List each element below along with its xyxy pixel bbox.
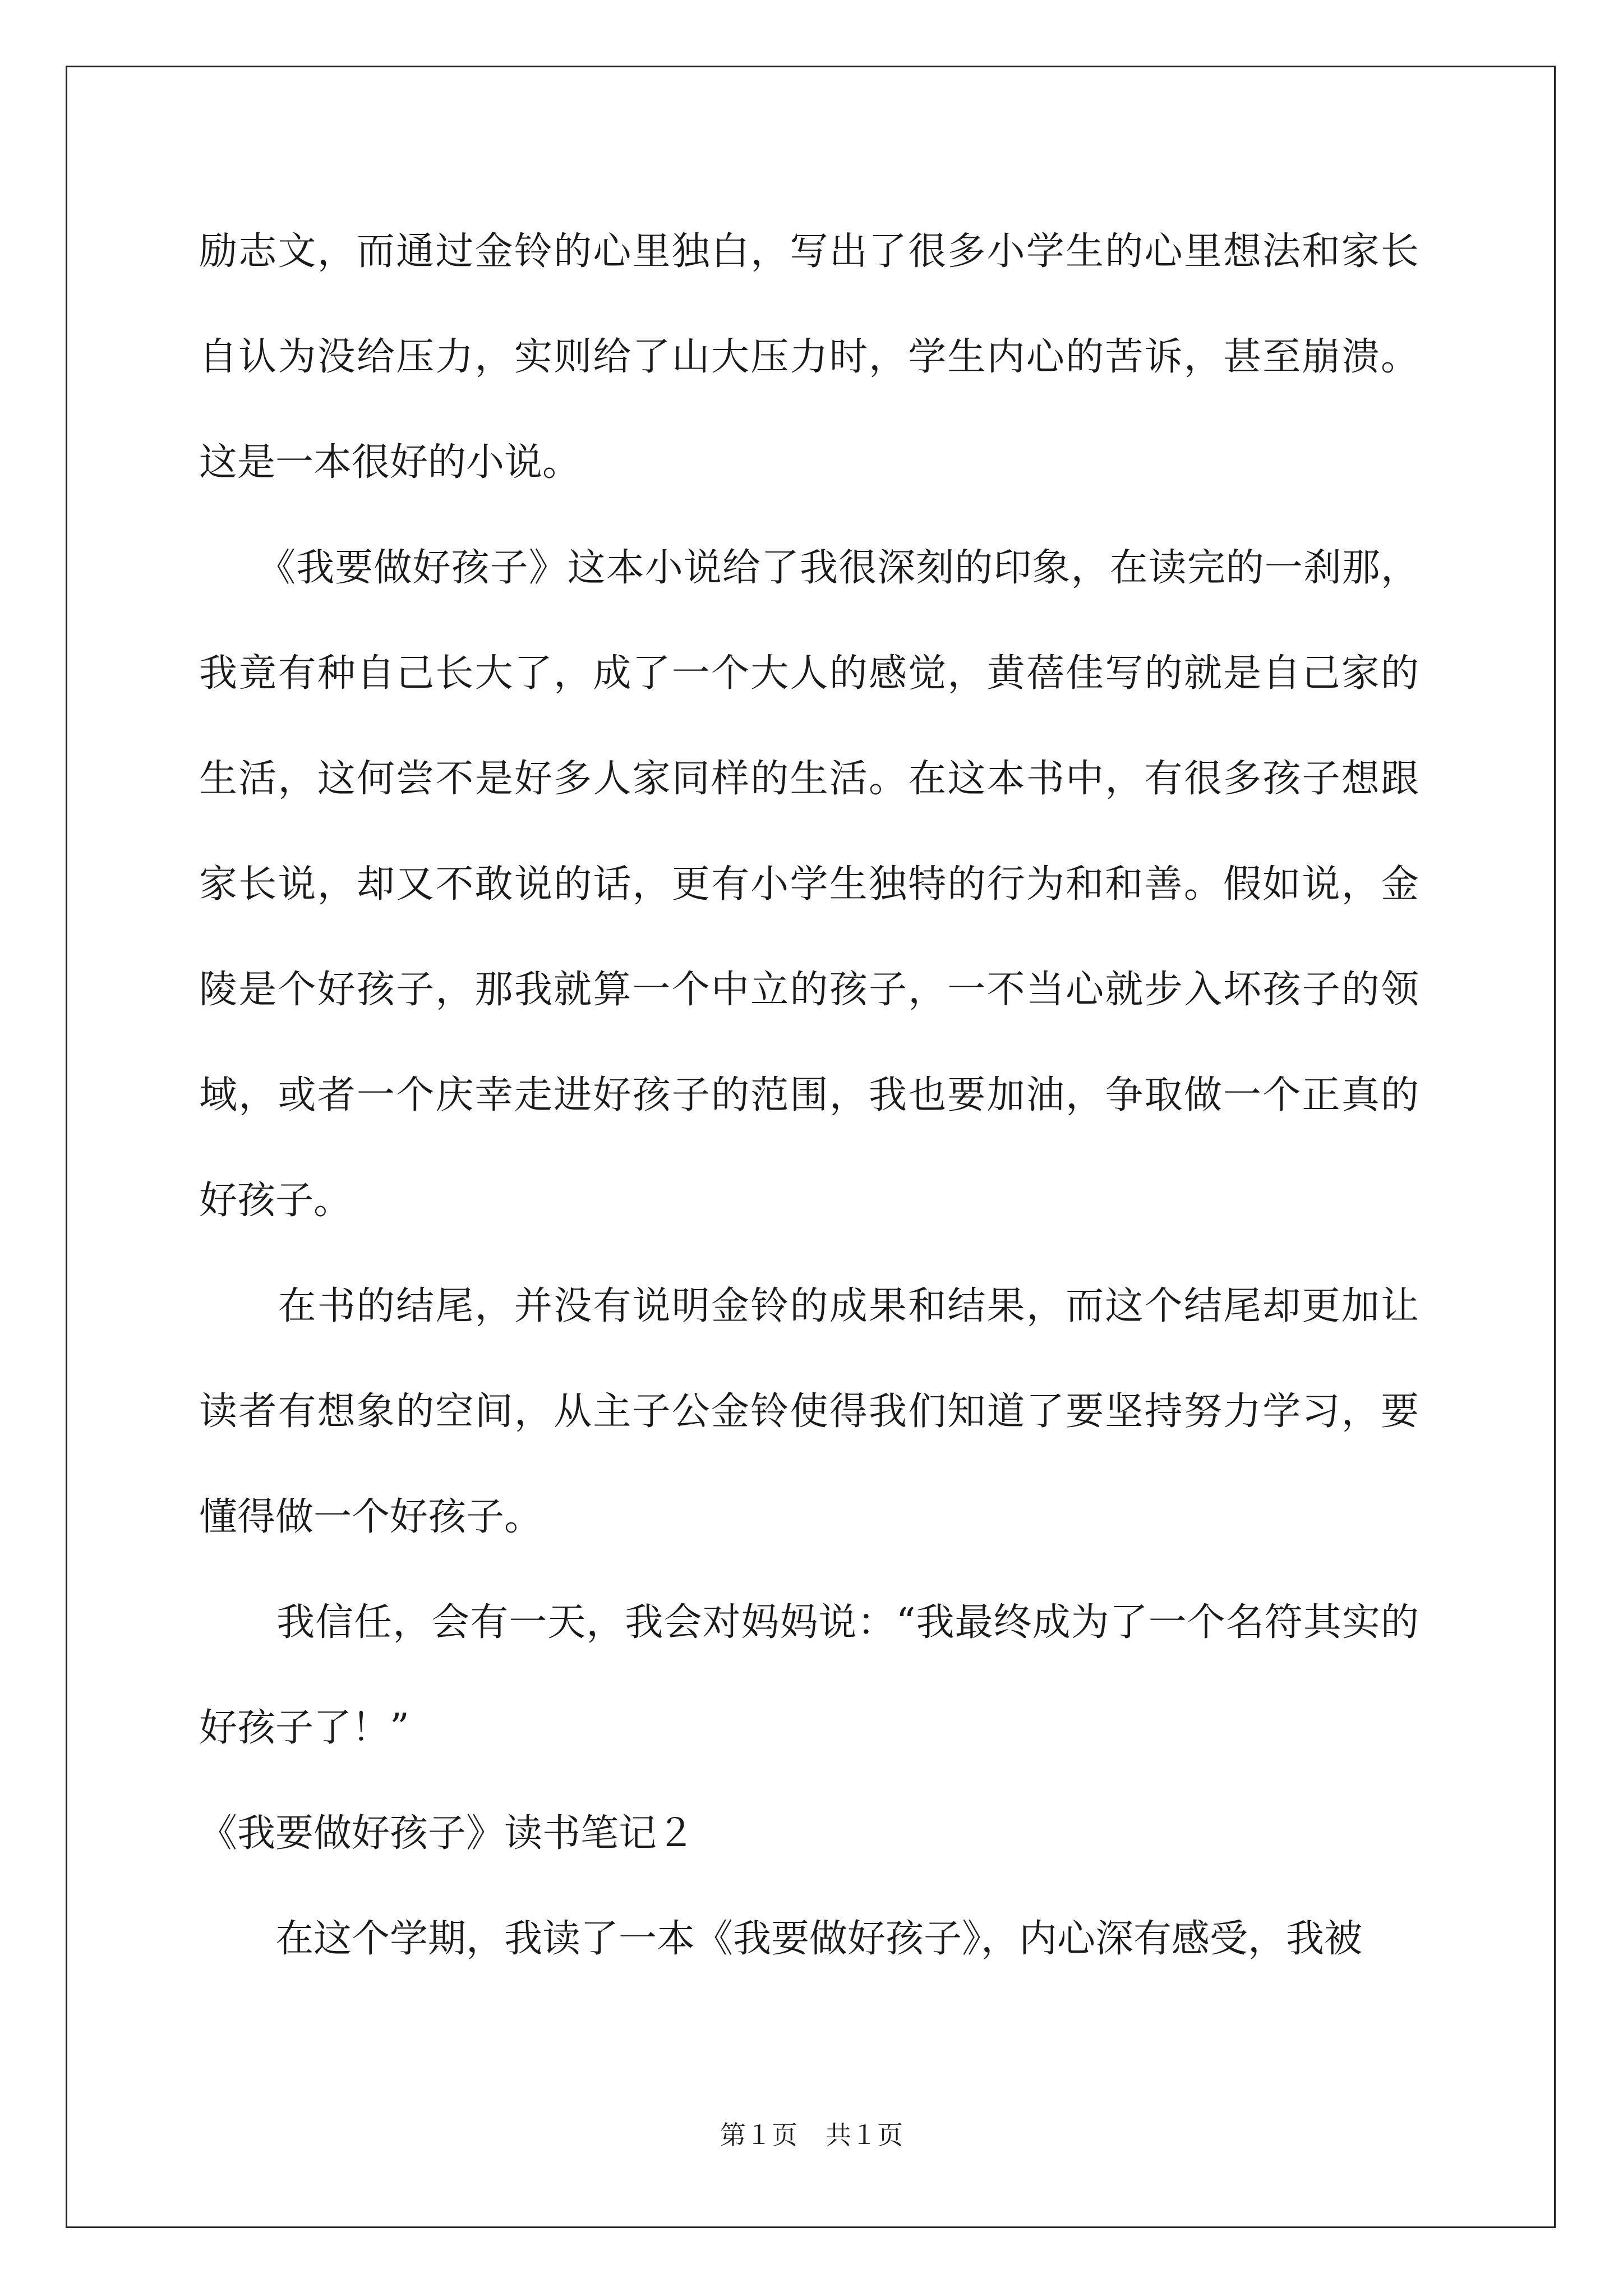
- section-heading: 《我要做好孩子》读书笔记２: [199, 1811, 695, 1856]
- paragraph: 在书的结尾，并没有说明金铃的成果和结果，而这个结尾却更加让读者有想象的空间，从主子公金铃使得我们知道了要坚持努力学习，要懂得做一个好孩子。: [199, 1284, 1419, 1539]
- paragraph: 我信任，会有一天，我会对妈妈说：“我最终成为了一个名符其实的好孩子了！”: [199, 1600, 1419, 1750]
- page-number: 第１页: [720, 2120, 797, 2150]
- page-footer: [0, 2115, 1623, 2152]
- paragraph: 在这个学期，我读了一本《我要做好孩子》，内心深有感受，我被: [199, 1917, 1363, 1961]
- paragraph: 《我要做好孩子》这本小说给了我很深刻的印象，在读完的一刹那，我竟有种自己长大了，成了一个大人的感觉，黄蓓佳写的就是自己家的生活，这何尝不是好多人家同样的生活。在这本书中，有很多孩子想跟家长说，却又不敢说的话，更有小学生独特的行为和和善。假如说，金陵是个好孩子，那我就算一个中立的孩子，一不当心就步入坏孩子的领域，或者一个庆幸走进好孩子的范围，我也要加油，争取做一个正真的好孩子。: [199, 546, 1419, 1223]
- page-total: 共１页: [826, 2120, 903, 2150]
- paragraph: 励志文，而通过金铃的心里独白，写出了很多小学生的心里想法和家长自认为没给压力，实则给了山大压力时，学生内心的苦诉，甚至崩溃。这是一本很好的小说。: [199, 229, 1419, 485]
- document-body: [199, 199, 1419, 1992]
